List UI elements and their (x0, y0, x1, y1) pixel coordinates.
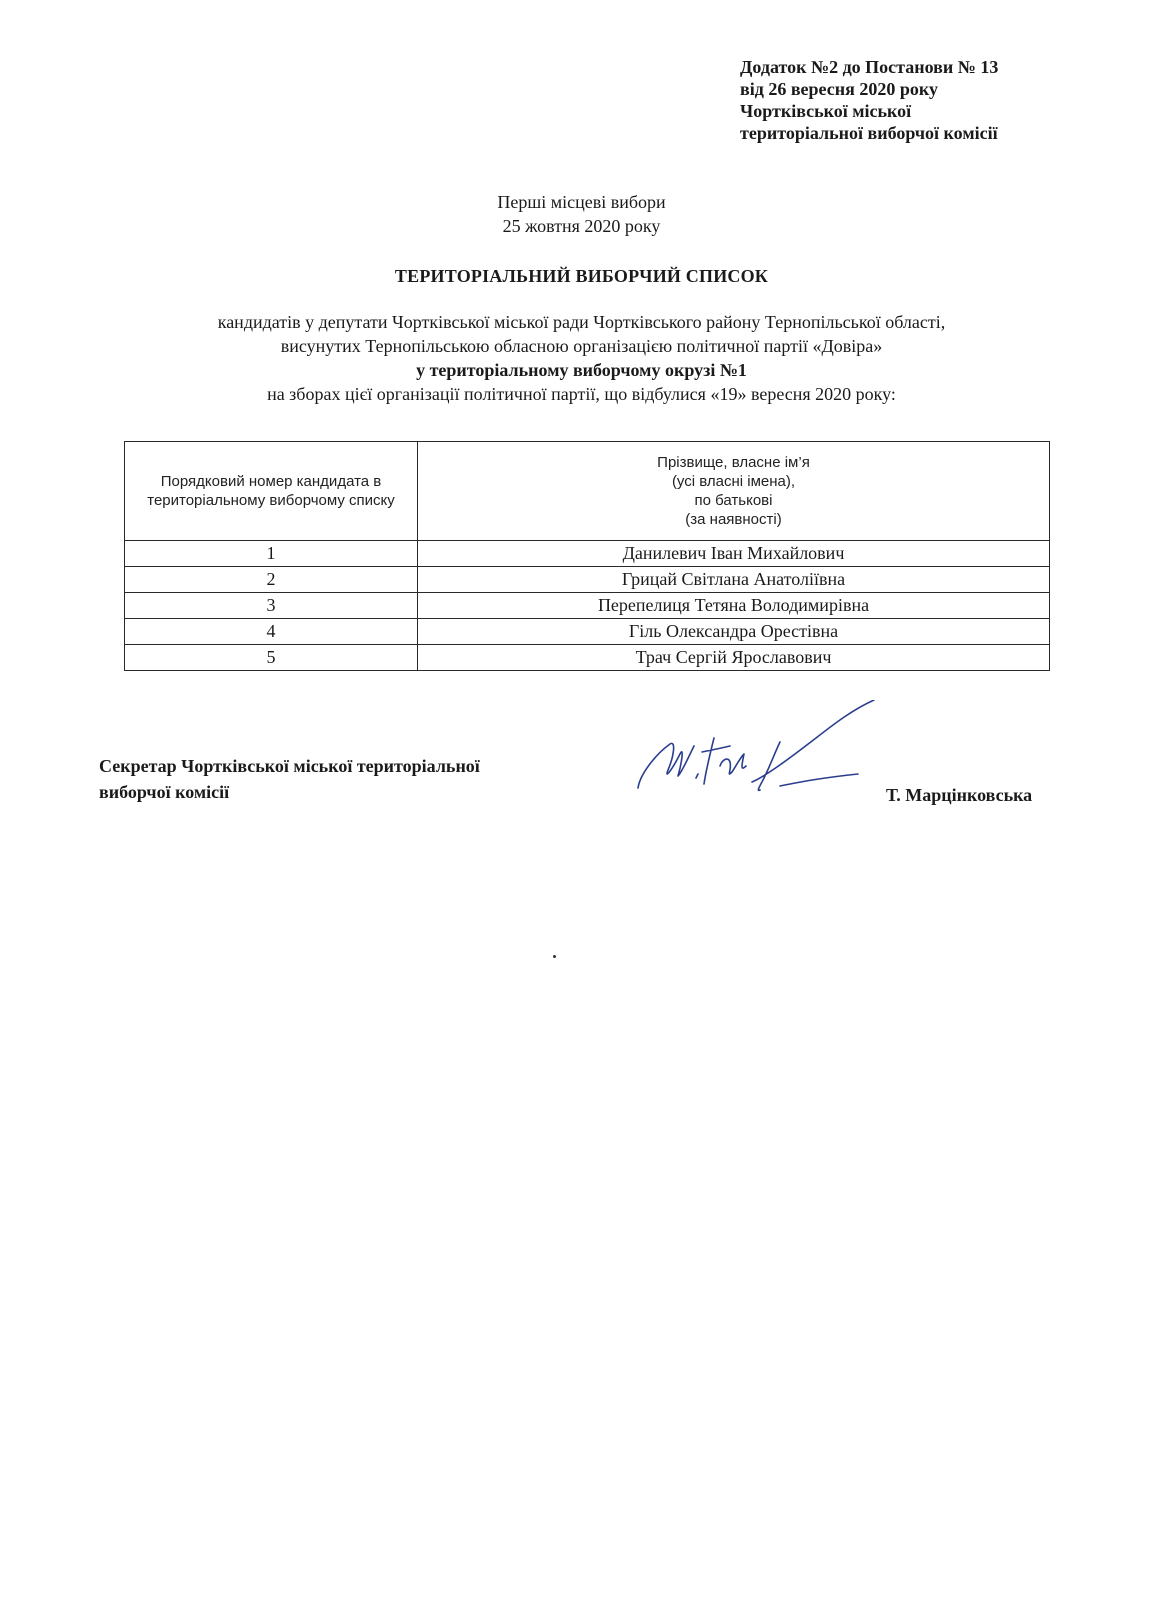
candidates-table (124, 441, 1050, 671)
header-order-number: Порядковий номер кандидата в територіальному виборчому списку (125, 442, 418, 541)
header-name-line: Прізвище, власне ім’я (657, 454, 810, 471)
secretary-role-line-1: Секретар Чортківської міської територіальної (99, 756, 480, 776)
scan-speck (553, 955, 556, 958)
handwritten-signature (630, 700, 890, 810)
elections-line-2: 25 жовтня 2020 року (502, 216, 661, 236)
row-number: 3 (125, 593, 418, 619)
annex-line-2: від 26 вересня 2020 року (740, 79, 938, 99)
signer-name: Т. Марцінковська (886, 785, 1033, 805)
secretary-role (99, 753, 480, 805)
annex-header (740, 56, 1140, 144)
annex-line-1: Додаток №2 до Постанови № 13 (740, 57, 999, 77)
row-candidate-name: Гіль Олександра Орестівна (418, 619, 1050, 645)
row-number: 4 (125, 619, 418, 645)
table-row (125, 541, 1050, 567)
row-candidate-name: Данилевич Іван Михайлович (418, 541, 1050, 567)
row-candidate-name: Трач Сергій Ярославович (418, 645, 1050, 671)
description-line-1: кандидатів у депутати Чортківської міської ради Чортківського району Тернопільської області, (217, 312, 946, 332)
elections-line-1: Перші місцеві вибори (497, 192, 666, 212)
annex-line-3: Чортківської міської (740, 101, 912, 121)
annex-line-4: територіальної виборчої комісії (740, 123, 998, 143)
header-name-line: (усі власні імена), (671, 473, 796, 490)
row-candidate-name: Перепелиця Тетяна Володимирівна (418, 593, 1050, 619)
header-name-line: по батькові (694, 492, 773, 509)
secretary-role-line-2: виборчої комісії (99, 782, 230, 802)
description-line-4: на зборах цієї організації політичної партії, що відбулися «19» вересня 2020 року: (267, 384, 896, 404)
table-row (125, 567, 1050, 593)
row-number: 2 (125, 567, 418, 593)
list-description (0, 310, 1163, 406)
description-line-3: у територіальному виборчому окрузі №1 (416, 360, 747, 380)
table-row (125, 593, 1050, 619)
list-title: ТЕРИТОРІАЛЬНИЙ ВИБОРЧИЙ СПИСОК (394, 266, 769, 286)
table-row (125, 645, 1050, 671)
table-row (125, 619, 1050, 645)
header-full-name (418, 442, 1050, 541)
row-number: 5 (125, 645, 418, 671)
table-header-row (125, 442, 1050, 541)
description-line-2: висунутих Тернопільською обласною організацією політичної партії «Довіра» (280, 336, 883, 356)
header-name-line: (за наявності) (685, 511, 782, 528)
elections-heading (0, 190, 1163, 238)
row-candidate-name: Грицай Світлана Анатоліївна (418, 567, 1050, 593)
row-number: 1 (125, 541, 418, 567)
